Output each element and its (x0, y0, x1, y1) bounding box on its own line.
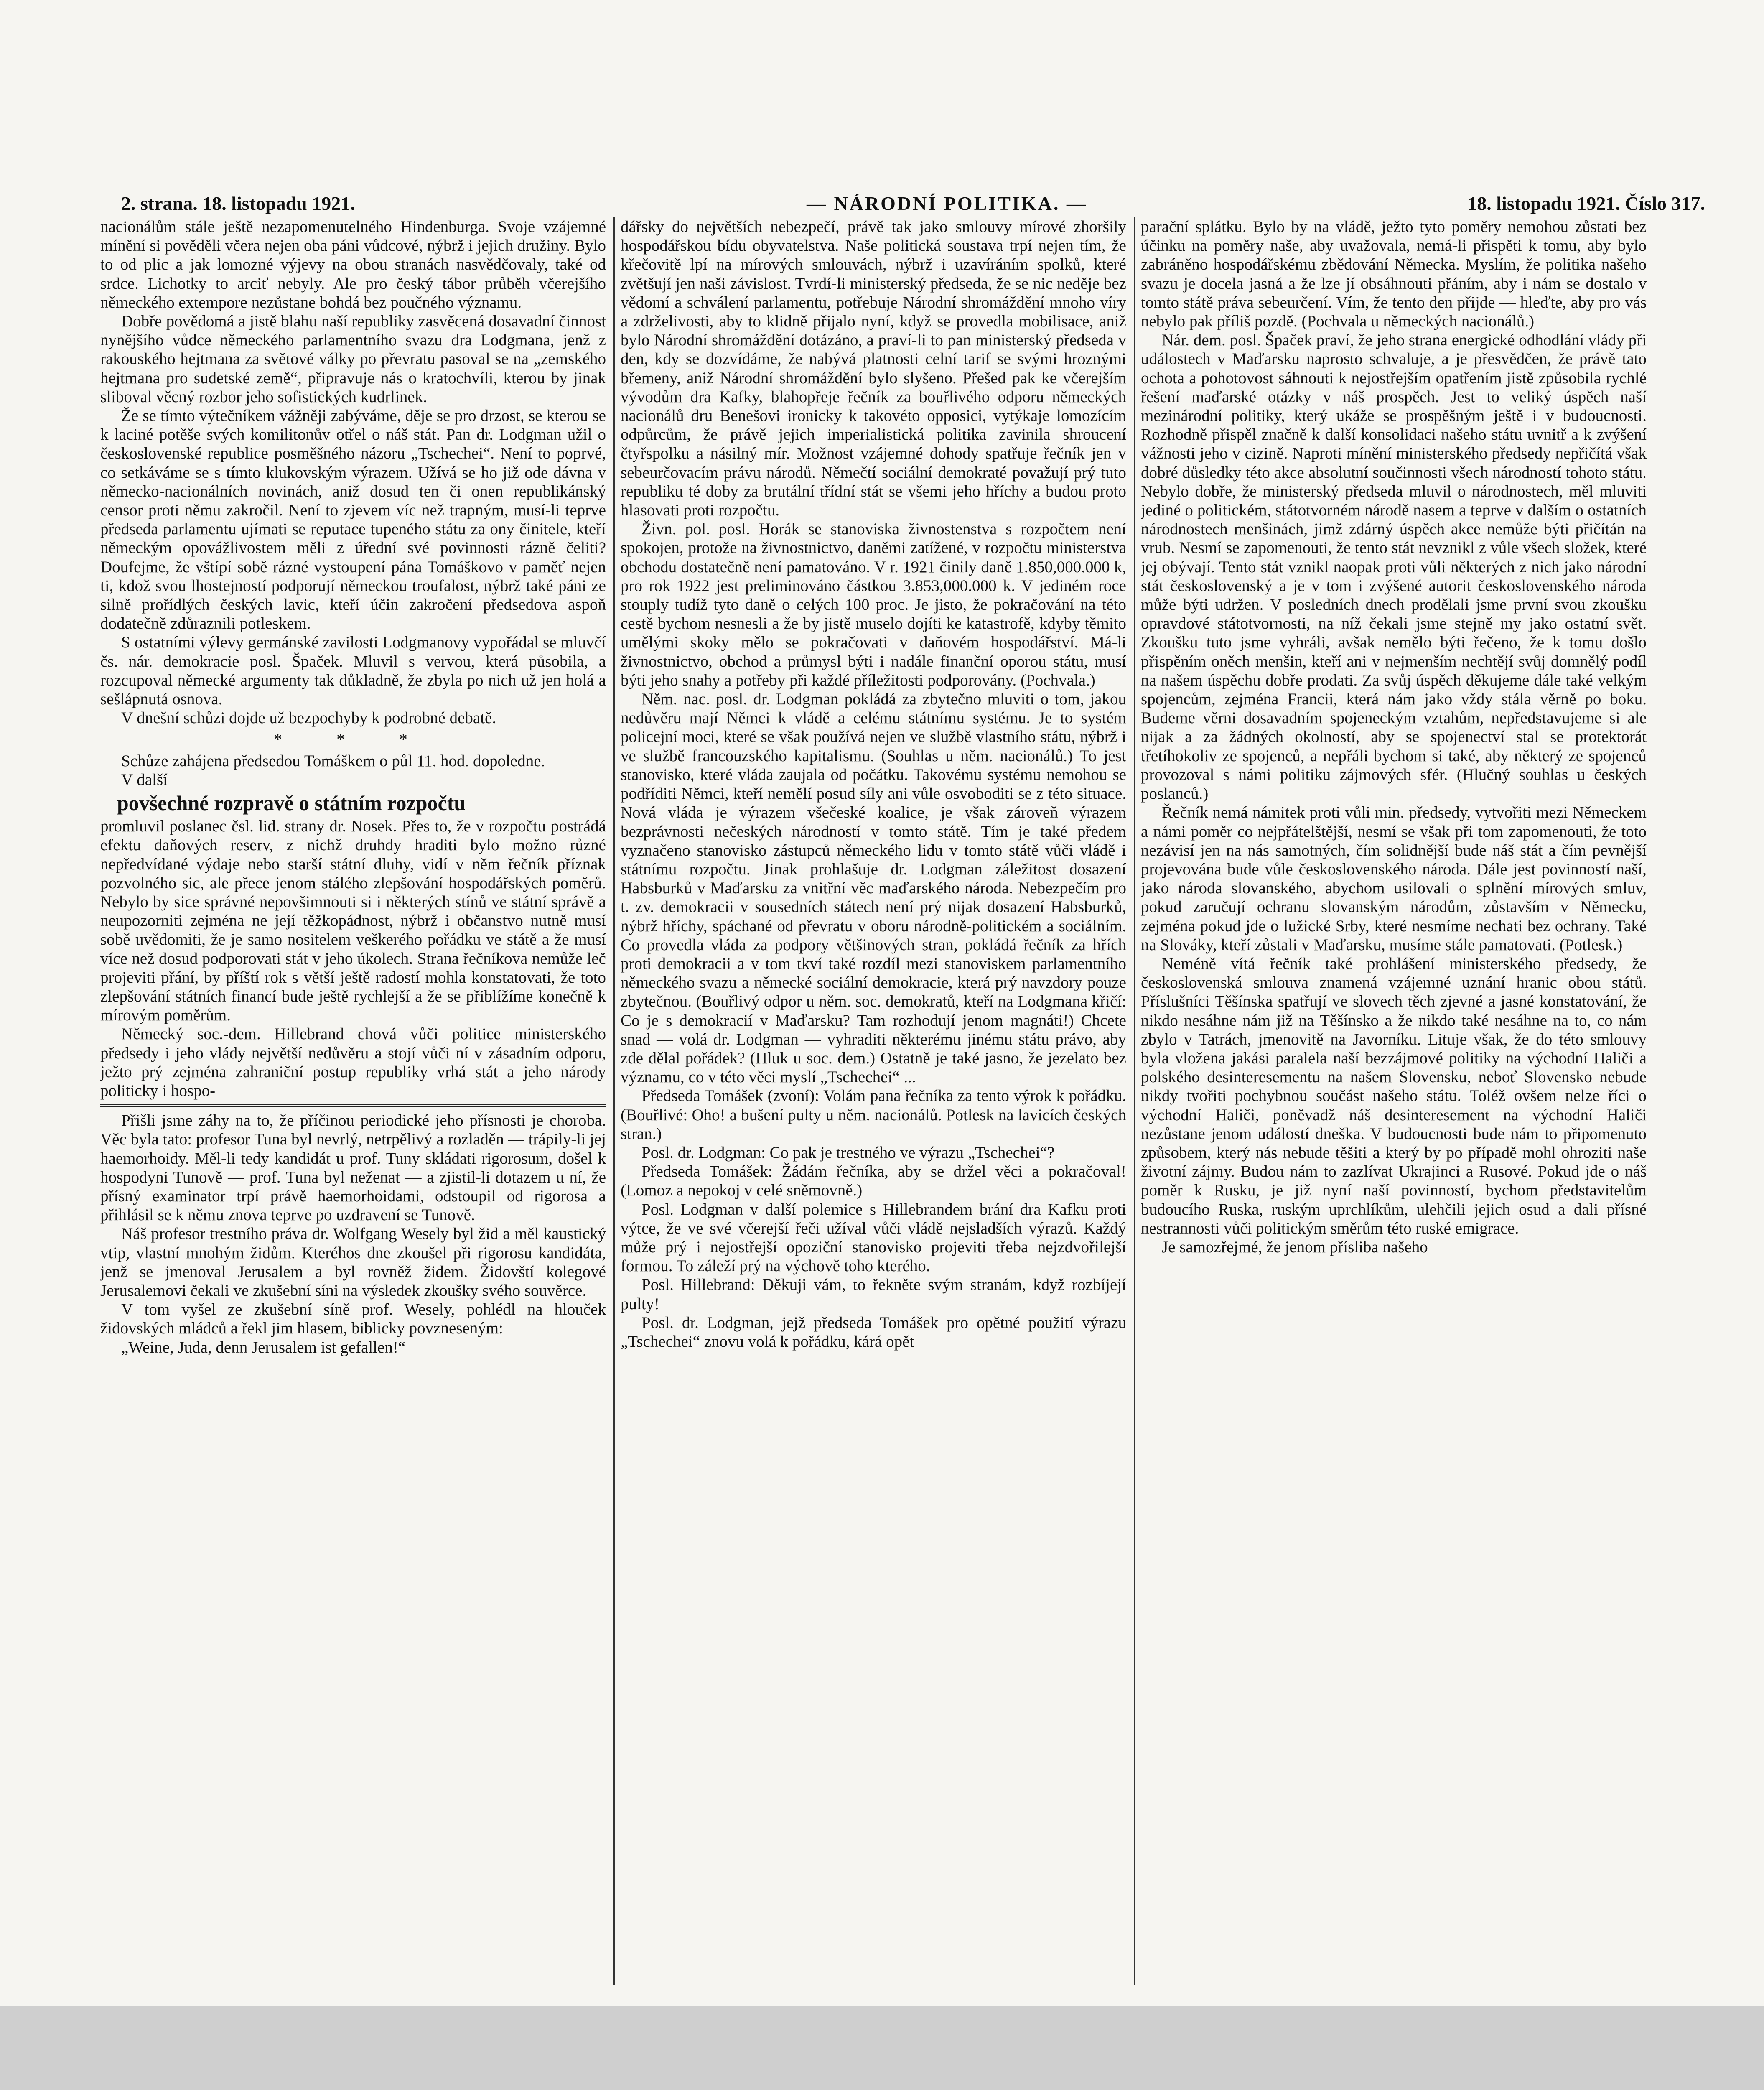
paragraph: Předseda Tomášek: Žádám řečníka, aby se držel věci a pokračoval! (Lomoz a nepokoj v celé sněmovně.) (621, 1162, 1126, 1200)
paragraph: promluvil poslanec čsl. lid. strany dr. Nosek. Přes to, že v rozpočtu postrádá efektu daňových reserv, z nichž druhdy hraditi bylo možno různé nepředvídané výdaje nebo starší státní dluhy, vidí v něm řečník příznak pozvolného sic, ale přece jenom stálého zlepšování hospodářských poměrů. Nebylo by sice správné nepovšimnouti si i některých stínů ve státní správě a neupozorniti zejména ne její těžkopádnost, nýbrž i občanstvo nutně musí sobě uvědomiti, že je samo nositelem veškerého pořádku ve státě a že musí více než dosud podporovati stát v jeho úkolech. Strana řečníkova nemůže leč projeviti přání, by příští rok s větší ještě radostí mohla konstatovati, že toto zlepšování státních financí bude ještě rychlejší a že se přiblížíme konečně k mírovým poměrům. (100, 817, 606, 1025)
column-1 (100, 217, 606, 1988)
paragraph: dářsky do největších nebezpečí, právě tak jako smlouvy mírové zhoršily hospodářskou bídu obyvatelstva. Naše politická soustava trpí nejen tím, že křečovitě lpí na mírových smlouvách, nýbrž i uzavíráním spolků, které zvětšují jen naši závislost. Tvrdí-li ministerský předseda, že se nic neděje bez vědomí a schválení parlamentu, potřebuje Národní shromáždění mnoho víry a zdrželivosti, aby to klidně přijalo nyní, když se provedla mobilisace, aniž bylo Národní shromáždění dotázáno, a praví-li to pan ministerský předseda v den, kdy se dozvídáme, že nabývá platnosti celní tarif se svými hroznými břemeny, aniž Národní shromáždění bylo slyšeno. Přešed pak ke včerejším vývodům dra Kafky, blahopřeje řečník za bouřlivého odporu německých nacionálů dru Benešovi ironicky k takovéto opposici, vytýkaje lomozícím odpůrcům, že právě jejich imperialistická politika zavinila shroucení čtyřspolku a násilný mír. Možnost vzájemné dohody spatřuje řečník jen v sebeurčovacím právu národů. Němečtí sociální demokraté považují prý tuto republiku té doby za brutální třídní stát se všemi jeho hříchy a budou proto hlasovati proti rozpočtu. (621, 218, 1126, 520)
newspaper-title: — NÁRODNÍ POLITIKA. — (807, 193, 1087, 214)
paragraph: Německý soc.-dem. Hillebrand chová vůči politice ministerského předsedy i jeho vlády největší nedůvěru a stojí vůči ní v zásadním odporu, ježto prý zejména zahraniční postup republiky vrhá stát a jeho národy politicky i hospo- (100, 1025, 606, 1100)
column-2 (621, 217, 1126, 1988)
page-header (121, 184, 1705, 213)
paragraph: Něm. nac. posl. dr. Lodgman pokládá za zbytečno mluviti o tom, jakou nedůvěru mají Němci k vládě a celému státnímu systému. Je to systém policejní moci, které se však používá nejen ve službě vlastního státu, nýbrž i ve službě francouzského kapitalismu. (Souhlas u něm. nacionálů.) To jest stanovisko, které vláda zaujala od počátku. Takovému systému nemohou se podříditi Němci, kteří nemělí posud síly ani vůle osvoboditi se z této situace. Nová vláda je výrazem všečeské koalice, je však zároveň výrazem bezprávnosti nečeských národností v tomto státě. Tím je také předem vyznačeno stanovisko zástupců německého lidu v tomto státě vůči vládě i státnímu rozpočtu. Jinak prohlašuje dr. Lodgman záležitost dosazení Habsburků v Maďarsku za vnitřní věc maďarského národa. Nebezpečím pro t. zv. demokracii v sousedních státech není prý nijak dosazení Habsburků, nýbrž hříchy, spáchané od převratu v oboru národně-politickém a sociálním. Co provedla vláda za podpory většinových stran, pokládá řečník za hřích proti demokracii a v tom tkví také rozdíl mezi stanoviskem parlamentního německého svazu a německé sociální demokracie, která prý navzdory pouze zbytečnou. (Bouřlivý odpor u něm. soc. demokratů, kteří na Lodgmana křičí: Co je s demokracií v Maďarsku? Tam rozhodují jenom magnáti!) Chcete snad — volá dr. Lodgman — vyhraditi některému jinému státu právo, aby zde dělal pořádek? (Hluk u soc. dem.) Ostatně je také jasno, že jezelato bez významu, co v této věci myslí „Tschechei“ ... (621, 690, 1126, 1086)
column-divider (613, 217, 615, 1986)
column-3 (1141, 217, 1647, 1988)
paragraph: V další (121, 770, 168, 789)
feuilleton-paragraph: V tom vyšel ze zkušební síně prof. Wesely, pohlédl na hlouček židovských mládců a řekl jim hlasem, biblicky povzneseným: (100, 1300, 606, 1338)
paragraph: parační splátku. Bylo by na vládě, ježto tyto poměry nemohou zůstati bez účinku na poměry naše, aby uvažovala, nemá-li přispěti k tomu, aby bylo zabráněno hospodářskému zbědování Německa. Myslím, že politika našeho svazu je docela jasná a že lze jí obsáhnouti přáním, aby i nám se dostalo v tomto státě práva sebeurčení. Vím, že tento den přijde — hleďte, aby pro vás nebylo pak příliš pozdě. (Pochvala u německých nacionálů.) (1141, 218, 1647, 331)
paragraph: Je samozřejmé, že jenom přísliba našeho (1162, 1238, 1428, 1256)
paragraph: Posl. dr. Lodgman: Co pak je trestného ve výrazu „Tschechei“? (641, 1143, 1055, 1162)
paragraph: Že se tímto výtečníkem vážněji zabýváme, děje se pro drzost, se kterou se k laciné potěše svých komilitonův otřel o náš stát. Pan dr. Lodgman užil o československé republice posměšného názoru „Tschechei“. Není to poprvé, co setkáváme se s tímto klukovským výrazem. Užívá se ho již ode dávna v německo-nacionálních novinách, aniž dosud ten či onen republikánský censor proti němu zakročil. Není to zjevem víc než trapným, musí-li teprve předseda parlamentu ujímati se reputace tupeného státu za ony činitele, kteří německým opovážlivostem měli z úřední své povinnosti rázně čeliti? Doufejme, že vštípí sobě rázné vystoupení pána Tomáškovo v paměť nejen ti, kdož svou lhostejností podporují německou troufalost, nýbrž také páni ze silně prořídlých českých lavic, kteří účin zakročení předsedova aspoň dodatečně zdůraznili potleskem. (100, 407, 606, 633)
paragraph: Posl. dr. Lodgman, jejž předseda Tomášek pro opětné použití výrazu „Tschechei“ znovu volá k pořádku, kárá opět (621, 1313, 1126, 1351)
paragraph: Živn. pol. posl. Horák se stanoviska živnostenstva s rozpočtem není spokojen, protože na živnostnictvo, daněmi zatížené, v rozpočtu ministerstva obchodu dostatečně není pamatováno. V r. 1921 činily daně 1.850,000.000 k, pro rok 1922 jest preliminováno částkou 3.853,000.000 k. V jediném roce stouply tudíž tyto daně o celých 100 proc. Je jisto, že pokračování na této cestě bychom nesnesli a že by jistě muselo dojíti ke katastrofě, kdyby těmito umělými skoky mělo se pokračovati v daňovém hospodářství. Má-li živnostnictvo, obchod a průmysl býti i nadále finanční oporou státu, musí býti jeho snahy a potřeby při každé příležitosti podporovány. (Pochvala.) (621, 520, 1126, 689)
paragraph: Řečník nemá námitek proti vůli min. předsedy, vytvořiti mezi Německem a námi poměr co nejpřátelštější, nesmí se však při tom zapomenouti, že toto nezávisí jen na nás samotných, čím solidnější bude náš stát a čím pevnější projevována bude vůle československého národa. Dále jest povinností naší, jako národa slovanského, abychom usilovali o splnění mírových smluv, pokud zaručují ochranu slovanským národům, zůstavším v Německu, zejména pokud jde o lužické Srby, které nesmíme nechati bez ochrany. Také na Slováky, kteří zůstali v Maďarsku, musíme stále pamatovati. (Potlesk.) (1141, 803, 1647, 954)
feuilleton-divider (100, 1104, 606, 1107)
column-divider (1134, 217, 1135, 1986)
paragraph: Předseda Tomášek (zvoní): Volám pana řečníka za tento výrok k pořádku. (Bouřlivé: Oho! a bušení pulty u něm. nacionálů. Potlesk na lavicích českých stran.) (621, 1087, 1126, 1143)
paragraph: V dnešní schůzi dojde už bezpochyby k podrobné debatě. (121, 709, 496, 727)
paragraph: S ostatními výlevy germánské zavilosti Lodgmanovy vypořádal se mluvčí čs. nár. demokracie posl. Špaček. Mluvil s vervou, která působila, a rozcupoval německé argumenty tak důkladně, že zbyla po nich už jen holá a sešlápnutá osnova. (100, 633, 606, 709)
paragraph: Posl. Lodgman v další polemice s Hillebrandem brání dra Kafku proti výtce, že ve své včerejší řeči užíval vůči vládě nejsladších výrazů. Každý může prý i nejostřejší opoziční stanovisko projeviti třeba nejzdvořilejší formou. To záleží prý na výchově toho kterého. (621, 1200, 1126, 1275)
paragraph: Nár. dem. posl. Špaček praví, že jeho strana energické odhodlání vlády při událostech v Maďarsku naprosto schvaluje, a je přesvědčen, že právě tato ochota a pohotovost sáhnouti k nejostřejším opatřením jistě způsobila rychlé řešení maďarské otázky v náš prospěch. Jest to veliký úspěch naší mezinárodní politiky, který ukáže se prospěšným ještě i v budoucnosti. Rozhodně přispěl značně k další konsolidaci našeho státu uvnitř a k zvýšení vážnosti jeho v cizině. Naproti mínění ministerského předsedy nepřičítá však dobré důsledky této akce absolutní součinnosti všech národností tohoto státu. Nebylo dobře, že ministerský předseda mluvil o národnostech, měl mluviti jediné o politickém, státotvorném národě nasem a teprve v dalším o ostatních národnostech menšinách, jimž zdárný úspěch akce nemůže býti přičítán na vrub. Nesmí se zapomenouti, že tento stát nevznikl z vůle všech složek, které jej obývají. Tento stát vznikl naopak proti vůli některých z nich jako národní stát československý a je v tom i zvýšené autorit československého národa může býti udržen. V posledních dnech prodělali jsme první svou zkoušku opravdové státotvornosti, na níž čekali jsme stejně my jako ostatní svět. Zkoušku tuto jsme vyhráli, avšak nemělo býti řečeno, že k tomu došlo přispěním oněch menšin, kteří ani v nejmenším nechtějí svůj domnělý podíl na našem úspěchu dobře prodati. Za svůj úspěch děkujeme dále také velkým spojencům, zejména Francii, která nám jako vždy stála věrně po boku. Budeme věrni dosavadním spojeneckým vztahům, nepředstavujeme si ale nijak a za žádných okolností, aby se spojenectví stal se protektorát třetíhokoliv ze spojenců, a nepřáli bychom si také, aby některý ze spojenců provozoval s námi politiku zájmových sfér. (Hlučný souhlas u českých poslanců.) (1141, 331, 1647, 803)
feuilleton-paragraph: „Weine, Juda, denn Jerusalem ist gefallen!“ (121, 1338, 406, 1356)
feuilleton-paragraph: Přišli jsme záhy na to, že příčinou periodické jeho přísnosti je choroba. Věc byla tato: profesor Tuna byl nevrlý, netrpělivý a rozladěn — trápily-li jej haemorhoidy. Měl-li tedy kandidát u prof. Tuny skládati rigorosum, došel k hospodyni Tunově — prof. Tuna byl neženat — a zjistil-li dotazem u ní, že přísný examinator trpí právě haemorhoidami, odstoupil od rigorosa a přihlásil se k němu znova teprve po uzdravení se Tunově. (100, 1111, 606, 1224)
page-date: 2. strana. 18. listopadu 1921. (121, 193, 355, 214)
section-heading: povšechné rozpravě o státním rozpočtu (117, 791, 466, 815)
issue-number: 18. listopadu 1921. Číslo 317. (1467, 193, 1705, 214)
paragraph: nacionálům stále ještě nezapomenutelného Hindenburga. Svoje vzájemné mínění si pověděli včera nejen oba páni vůdcové, nýbrž i jejich družiny. Bylo to od plic a jak lomozné výjevy na obou stranách nasvědčovaly, také od srdce. Lichotky to arciť nebyly. Ale pro český tábor průběh včerejšího německého extempore nezůstane bohdá bez poučného významu. (100, 218, 606, 311)
feuilleton-paragraph: Náš profesor trestního práva dr. Wolfgang Wesely byl žid a měl kaustický vtip, vlastní mnohým židům. Kteréhos dne zkoušel při rigorosu kandidáta, jenž se jmenoval Jerusalem a byl rovněž židem. Židovští kolegové Jerusalemovi čekali ve zkušební síni na výsledek zkoušky svého souvěrce. (100, 1225, 606, 1300)
section-separator: * * * (274, 730, 433, 749)
paragraph: Schůze zahájena předsedou Tomáškem o půl 11. hod. dopoledne. (121, 752, 545, 770)
paragraph: Neméně vítá řečník také prohlášení ministerského předsedy, že československá smlouva znamená vzájemné uznání hranic obou států. Příslušníci Těšínska spatřují ve slovech těch zjevné a jasné konstatování, že nikdo nesáhne nám již na Těšínsko a že nikdo také nesáhne na to, co nám zbylo v Tatrách, jmenovitě na Javorníku. Lituje však, že do této smlouvy byla vložena jakási paralela naší bezzájmové politiky na východní Haliči a polského desinteresementu na našem Slovensku, neboť Slovensko nebude nikdy tvořiti pochybnou součást našeho státu. Toléž ovšem nelze říci o východní Haliči, poněvadž náš desinteresement na východní Haliči nezůstane jenom událostí dneška. V budoucnosti bude nám to připomenuto způsobem, který nás nebude těšiti a který by po případě mohl ohroziti naše životní zájmy. Budou nám to zazlívat Ukrajinci a Rusové. Pokud jde o náš poměr k Rusku, je již nyní naší povinností, bychom představitelům budoucího Ruska, ruským uprchlíkům, ulehčili jejich osud a dali přísné nestrannosti vůči politickým směrům této ruské emigrace. (1141, 954, 1647, 1237)
paragraph: Posl. Hillebrand: Děkuji vám, to řekněte svým stranám, když rozbíjejí pulty! (621, 1276, 1126, 1313)
paragraph: Dobře povědomá a jistě blahu naší republiky zasvěcená dosavadní činnost nynějšího vůdce německého parlamentního svazu dra Lodgmana, jenž z rakouského hejtmana za světové války po převratu pasoval se na „zemského hejtmana pro sudetské země“, připravuje nás o kratochvíli, kterou by jinak sliboval věcný rozbor jeho sofistických kudrlinek. (100, 312, 606, 406)
